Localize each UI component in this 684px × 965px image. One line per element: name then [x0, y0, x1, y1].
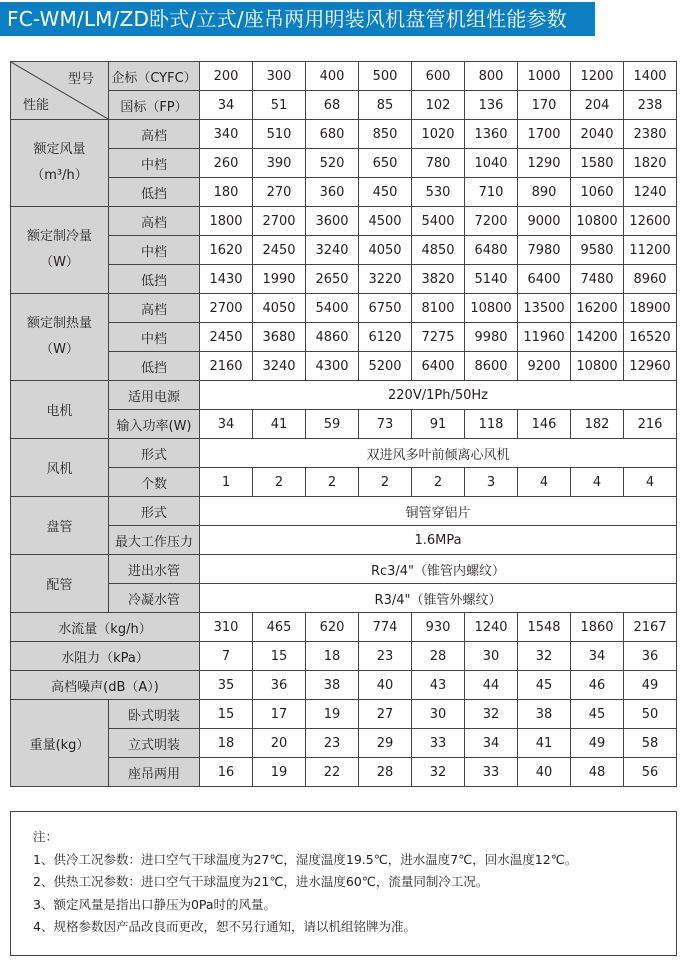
value-cell: 7275 — [412, 323, 465, 352]
value-cell: 16200 — [571, 294, 624, 323]
value-cell: 23 — [359, 642, 412, 671]
row-label: 座吊两用 — [109, 758, 200, 787]
value-cell: 520 — [306, 149, 359, 178]
table-row — [11, 207, 677, 236]
value-cell: 2 — [359, 468, 412, 497]
value-cell: 930 — [412, 613, 465, 642]
value-cell: 530 — [412, 178, 465, 207]
value-cell: 17 — [253, 700, 306, 729]
value-cell: 216 — [624, 410, 677, 439]
value-cell: 710 — [465, 178, 518, 207]
value-cell: 2450 — [253, 236, 306, 265]
value-cell: 10800 — [571, 352, 624, 381]
value-cell: 18 — [200, 729, 253, 758]
value-cell: 19 — [253, 758, 306, 787]
row-label: 中档 — [109, 149, 200, 178]
value-cell: 49 — [571, 729, 624, 758]
value-cell: 1040 — [465, 149, 518, 178]
table-row — [11, 149, 677, 178]
row-label: 高档 — [109, 120, 200, 149]
value-cell: 46 — [571, 671, 624, 700]
value-cell: 14200 — [571, 323, 624, 352]
model-cell: 1400 — [624, 62, 677, 91]
value-cell: 2380 — [624, 120, 677, 149]
value-cell: 13500 — [518, 294, 571, 323]
row-label: 高档 — [109, 207, 200, 236]
table-row — [11, 642, 677, 671]
piping-group-label: 配管 — [11, 555, 109, 613]
value-cell: 34 — [465, 729, 518, 758]
coil-pressure-value: 1.6MPa — [200, 526, 677, 555]
value-cell: 4 — [624, 468, 677, 497]
row-label: 立式明装 — [109, 729, 200, 758]
value-cell: 4500 — [359, 207, 412, 236]
table-row — [11, 700, 677, 729]
row-label: 中档 — [109, 236, 200, 265]
value-cell: 2040 — [571, 120, 624, 149]
value-cell: 8100 — [412, 294, 465, 323]
value-cell: 2 — [253, 468, 306, 497]
input-power-label: 输入功率(W) — [109, 410, 200, 439]
model-cell: 1200 — [571, 62, 624, 91]
value-cell: 1820 — [624, 149, 677, 178]
value-cell: 34 — [571, 642, 624, 671]
model-cell: 400 — [306, 62, 359, 91]
value-cell: 12600 — [624, 207, 677, 236]
table-row — [11, 236, 677, 265]
value-cell: 10800 — [465, 294, 518, 323]
value-cell: 45 — [518, 671, 571, 700]
table-row — [11, 294, 677, 323]
cooling-unit: （W） — [40, 255, 79, 270]
value-cell: 32 — [412, 758, 465, 787]
table-row — [11, 758, 677, 787]
value-cell: 4860 — [306, 323, 359, 352]
value-cell: 50 — [624, 700, 677, 729]
drain-pipe-label: 冷凝水管 — [109, 584, 200, 613]
value-cell: 1060 — [571, 178, 624, 207]
value-cell: 73 — [359, 410, 412, 439]
value-cell: 7 — [200, 642, 253, 671]
model-performance-header — [11, 62, 109, 120]
fan-type-label: 形式 — [109, 439, 200, 468]
value-cell: 6400 — [518, 265, 571, 294]
value-cell: 650 — [359, 149, 412, 178]
value-cell: 182 — [571, 410, 624, 439]
note-item: 4、规格参数因产品改良而更改，恕不另行通知，请以机组铭牌为准。 — [33, 919, 416, 934]
inout-pipe-label: 进出水管 — [109, 555, 200, 584]
heating-unit: （W） — [40, 342, 79, 357]
motor-group-label: 电机 — [11, 381, 109, 439]
value-cell: 9200 — [518, 352, 571, 381]
value-cell: 36 — [253, 671, 306, 700]
value-cell: 2 — [306, 468, 359, 497]
value-cell: 2167 — [624, 613, 677, 642]
page-title: FC-WM/LM/ZD卧式/立式/座吊两用明装风机盘管机组性能参数 — [7, 7, 567, 31]
value-cell: 5200 — [359, 352, 412, 381]
value-cell: 620 — [306, 613, 359, 642]
value-cell: 680 — [306, 120, 359, 149]
notes-heading: 注： — [33, 829, 59, 844]
value-cell: 36 — [624, 642, 677, 671]
value-cell: 6750 — [359, 294, 412, 323]
value-cell: 1860 — [571, 613, 624, 642]
coil-pressure-label: 最大工作压力 — [109, 526, 200, 555]
value-cell: 2700 — [200, 294, 253, 323]
value-cell: 44 — [465, 671, 518, 700]
power-supply-label: 适用电源 — [109, 381, 200, 410]
model-cell: 34 — [200, 91, 253, 120]
value-cell: 4050 — [359, 236, 412, 265]
value-cell: 30 — [412, 700, 465, 729]
value-cell: 30 — [465, 642, 518, 671]
table-row — [11, 410, 677, 439]
value-cell: 774 — [359, 613, 412, 642]
value-cell: 4 — [571, 468, 624, 497]
drain-pipe-value: R3/4"（锥管外螺纹） — [200, 584, 677, 613]
weight-group-label: 重量(kg） — [11, 700, 109, 787]
note-item: 2、供热工况参数：进口空气干球温度为21℃，进水温度60℃，流量同制冷工况。 — [33, 874, 489, 889]
value-cell: 45 — [571, 700, 624, 729]
value-cell: 146 — [518, 410, 571, 439]
value-cell: 91 — [412, 410, 465, 439]
value-cell: 6400 — [412, 352, 465, 381]
model-cell: 170 — [518, 91, 571, 120]
value-cell: 9000 — [518, 207, 571, 236]
table-row — [11, 323, 677, 352]
value-cell: 4 — [518, 468, 571, 497]
water-resistance-label: 水阻力（kPa） — [11, 642, 200, 671]
table-row — [11, 584, 677, 613]
value-cell: 19 — [306, 700, 359, 729]
table-row — [11, 497, 677, 526]
table-row — [11, 352, 677, 381]
table-row — [11, 526, 677, 555]
airflow-group-label — [11, 120, 109, 207]
note-item: 1、供冷工况参数：进口空气干球温度为27℃，湿度温度19.5℃，进水温度7℃，回水温度12℃。 — [33, 851, 578, 867]
value-cell: 11960 — [518, 323, 571, 352]
enterprise-standard-label: 企标（CYFC） — [109, 62, 200, 91]
row-label: 低挡 — [109, 178, 200, 207]
title-bar — [0, 2, 595, 36]
value-cell: 1240 — [465, 613, 518, 642]
model-cell: 204 — [571, 91, 624, 120]
model-cell: 600 — [412, 62, 465, 91]
value-cell: 18 — [306, 642, 359, 671]
airflow-unit: （m³/h） — [31, 168, 88, 183]
value-cell: 9580 — [571, 236, 624, 265]
table-row — [11, 439, 677, 468]
value-cell: 5400 — [412, 207, 465, 236]
value-cell: 56 — [624, 758, 677, 787]
value-cell: 58 — [624, 729, 677, 758]
value-cell: 340 — [200, 120, 253, 149]
row-label: 高档 — [109, 294, 200, 323]
power-supply-value: 220V/1Ph/50Hz — [200, 381, 677, 410]
value-cell: 8960 — [624, 265, 677, 294]
heating-group-label — [11, 294, 109, 381]
cooling-name: 额定制冷量 — [26, 229, 92, 244]
value-cell: 1580 — [571, 149, 624, 178]
header-row-national — [11, 91, 677, 120]
header-row-enterprise — [11, 62, 677, 91]
value-cell: 2650 — [306, 265, 359, 294]
value-cell: 41 — [518, 729, 571, 758]
value-cell: 40 — [359, 671, 412, 700]
value-cell: 1 — [200, 468, 253, 497]
value-cell: 3820 — [412, 265, 465, 294]
value-cell: 48 — [571, 758, 624, 787]
value-cell: 32 — [518, 642, 571, 671]
value-cell: 8600 — [465, 352, 518, 381]
row-label: 低挡 — [109, 352, 200, 381]
value-cell: 6120 — [359, 323, 412, 352]
value-cell: 3240 — [253, 352, 306, 381]
note-item: 3、额定风量是指出口静压为0Pa时的风量。 — [33, 896, 277, 912]
value-cell: 1620 — [200, 236, 253, 265]
value-cell: 3240 — [306, 236, 359, 265]
value-cell: 465 — [253, 613, 306, 642]
value-cell: 38 — [306, 671, 359, 700]
model-cell: 500 — [359, 62, 412, 91]
value-cell: 3220 — [359, 265, 412, 294]
value-cell: 40 — [518, 758, 571, 787]
value-cell: 43 — [412, 671, 465, 700]
national-standard-label: 国标（FP） — [109, 91, 200, 120]
value-cell: 28 — [359, 758, 412, 787]
performance-label: 性能 — [23, 98, 50, 113]
table-row — [11, 613, 677, 642]
value-cell: 1800 — [200, 207, 253, 236]
value-cell: 12960 — [624, 352, 677, 381]
value-cell: 7980 — [518, 236, 571, 265]
row-label: 低挡 — [109, 265, 200, 294]
value-cell: 390 — [253, 149, 306, 178]
table-row — [11, 381, 677, 410]
table-row — [11, 468, 677, 497]
model-cell: 136 — [465, 91, 518, 120]
model-cell: 1000 — [518, 62, 571, 91]
value-cell: 4300 — [306, 352, 359, 381]
coil-type-label: 形式 — [109, 497, 200, 526]
value-cell: 20 — [253, 729, 306, 758]
table-row — [11, 120, 677, 149]
value-cell: 7200 — [465, 207, 518, 236]
table-row — [11, 729, 677, 758]
inout-pipe-value: Rc3/4"（锥管内螺纹） — [200, 555, 677, 584]
value-cell: 15 — [253, 642, 306, 671]
value-cell: 34 — [200, 410, 253, 439]
heating-name: 额定制热量 — [26, 316, 92, 331]
model-cell: 51 — [253, 91, 306, 120]
value-cell: 1990 — [253, 265, 306, 294]
value-cell: 118 — [465, 410, 518, 439]
model-cell: 102 — [412, 91, 465, 120]
noise-label: 高档噪声(dB（A）) — [11, 671, 200, 700]
value-cell: 2450 — [200, 323, 253, 352]
value-cell: 450 — [359, 178, 412, 207]
value-cell: 22 — [306, 758, 359, 787]
value-cell: 3600 — [306, 207, 359, 236]
value-cell: 510 — [253, 120, 306, 149]
model-cell: 85 — [359, 91, 412, 120]
value-cell: 1360 — [465, 120, 518, 149]
value-cell: 1020 — [412, 120, 465, 149]
fan-count-label: 个数 — [109, 468, 200, 497]
value-cell: 5400 — [306, 294, 359, 323]
value-cell: 6480 — [465, 236, 518, 265]
model-cell: 238 — [624, 91, 677, 120]
value-cell: 35 — [200, 671, 253, 700]
table-row — [11, 265, 677, 294]
value-cell: 2 — [412, 468, 465, 497]
row-label: 中档 — [109, 323, 200, 352]
model-cell: 300 — [253, 62, 306, 91]
value-cell: 33 — [465, 758, 518, 787]
value-cell: 270 — [253, 178, 306, 207]
value-cell: 59 — [306, 410, 359, 439]
table-row — [11, 555, 677, 584]
spec-table — [10, 61, 677, 787]
value-cell: 2700 — [253, 207, 306, 236]
value-cell: 27 — [359, 700, 412, 729]
value-cell: 33 — [412, 729, 465, 758]
model-cell: 68 — [306, 91, 359, 120]
value-cell: 1290 — [518, 149, 571, 178]
fan-group-label: 风机 — [11, 439, 109, 497]
value-cell: 41 — [253, 410, 306, 439]
value-cell: 180 — [200, 178, 253, 207]
value-cell: 1240 — [624, 178, 677, 207]
notes-box — [10, 811, 677, 956]
cooling-group-label — [11, 207, 109, 294]
airflow-name: 额定风量 — [33, 142, 86, 157]
value-cell: 16 — [200, 758, 253, 787]
coil-group-label: 盘管 — [11, 497, 109, 555]
value-cell: 23 — [306, 729, 359, 758]
value-cell: 11200 — [624, 236, 677, 265]
value-cell: 850 — [359, 120, 412, 149]
value-cell: 1548 — [518, 613, 571, 642]
value-cell: 29 — [359, 729, 412, 758]
value-cell: 4050 — [253, 294, 306, 323]
value-cell: 890 — [518, 178, 571, 207]
row-label: 卧式明装 — [109, 700, 200, 729]
value-cell: 3 — [465, 468, 518, 497]
water-flow-label: 水流量（kg/h） — [11, 613, 200, 642]
value-cell: 310 — [200, 613, 253, 642]
model-label: 型号 — [67, 72, 94, 87]
value-cell: 32 — [465, 700, 518, 729]
value-cell: 360 — [306, 178, 359, 207]
fan-type-value: 双进风多叶前倾离心风机 — [200, 439, 677, 468]
value-cell: 4850 — [412, 236, 465, 265]
model-cell: 200 — [200, 62, 253, 91]
coil-type-value: 铜管穿铝片 — [200, 497, 677, 526]
value-cell: 15 — [200, 700, 253, 729]
value-cell: 3680 — [253, 323, 306, 352]
value-cell: 2160 — [200, 352, 253, 381]
table-row — [11, 178, 677, 207]
value-cell: 28 — [412, 642, 465, 671]
value-cell: 10800 — [571, 207, 624, 236]
value-cell: 1700 — [518, 120, 571, 149]
value-cell: 49 — [624, 671, 677, 700]
value-cell: 16520 — [624, 323, 677, 352]
value-cell: 18900 — [624, 294, 677, 323]
value-cell: 7480 — [571, 265, 624, 294]
model-cell: 800 — [465, 62, 518, 91]
value-cell: 1430 — [200, 265, 253, 294]
value-cell: 38 — [518, 700, 571, 729]
value-cell: 260 — [200, 149, 253, 178]
value-cell: 9980 — [465, 323, 518, 352]
table-row — [11, 671, 677, 700]
value-cell: 780 — [412, 149, 465, 178]
value-cell: 5140 — [465, 265, 518, 294]
